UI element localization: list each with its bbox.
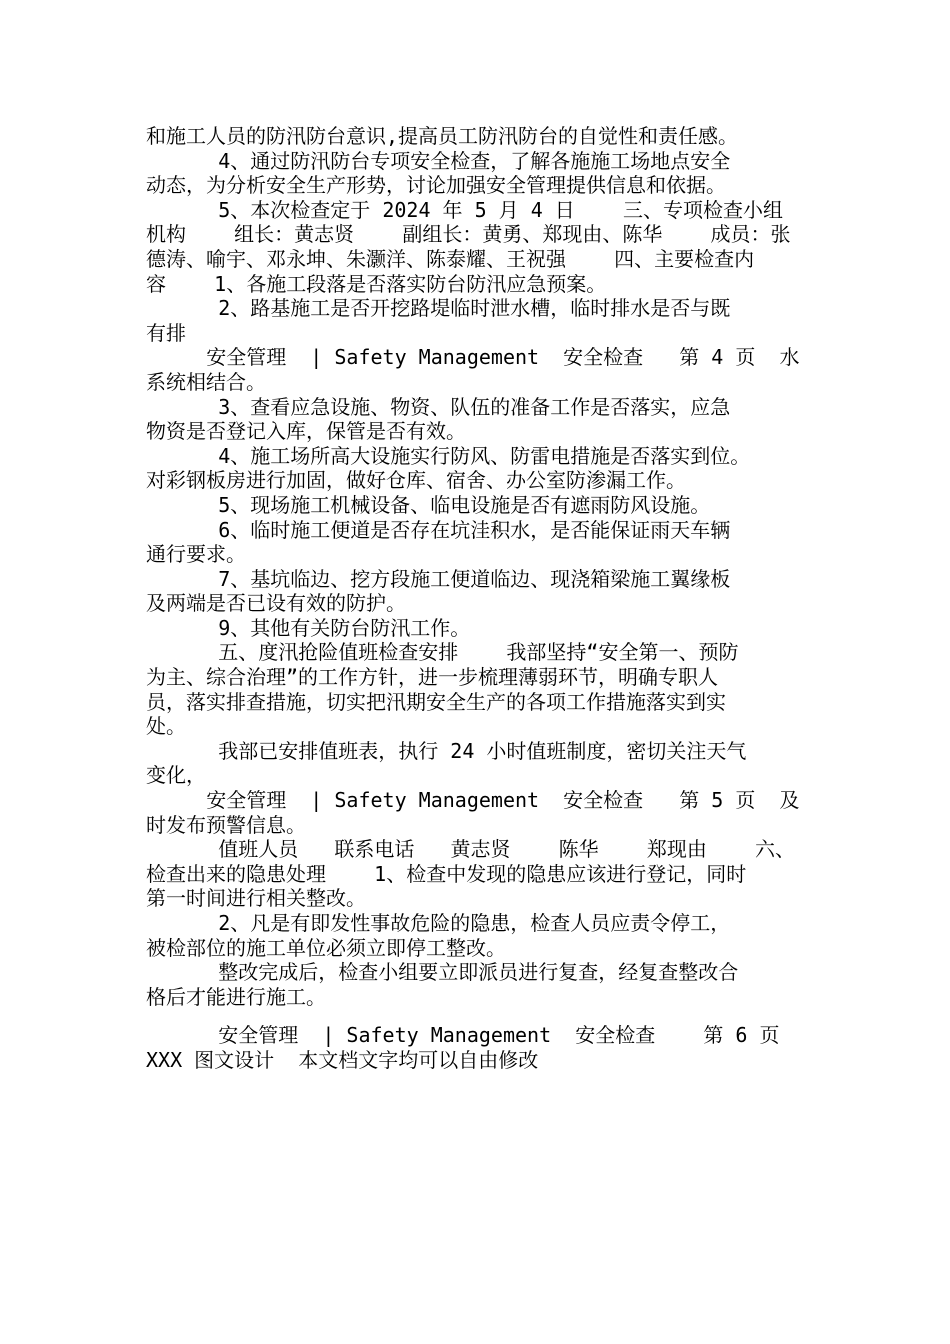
text-line: 2、凡是有即发性事故危险的隐患，检查人员应责令停工， xyxy=(146,911,731,935)
text-line: 7、基坑临边、挖方段施工便道临边、现浇箱梁施工翼缘板 xyxy=(146,566,731,591)
text-line: 容 1、各施工段落是否落实防台防汛应急预案。 xyxy=(146,271,607,296)
text-line: 动态，为分析安全生产形势，讨论加强安全管理提供信息和依据。 xyxy=(146,173,726,198)
text-line: 和施工人员的防汛防台意识,提高员工防汛防台的自觉性和责任感。 xyxy=(146,124,739,148)
text-line: 2、路基施工是否开挖路堤临时泄水槽，临时排水是否与既 xyxy=(146,296,731,321)
text-line: 值班人员 联系电话 黄志贤 陈华 郑现由 六、 xyxy=(146,837,795,862)
text-line: 4、施工场所高大设施实行防风、防雷电措施是否落实到位。 xyxy=(146,443,751,468)
text-line: 6、临时施工便道是否存在坑洼积水，是否能保证雨天车辆 xyxy=(146,517,731,542)
text-line: 处。 xyxy=(146,714,186,739)
text-line: 物资是否登记入库，保管是否有效。 xyxy=(146,419,466,444)
text-line: 有排 xyxy=(146,320,186,345)
text-line: 格后才能进行施工。 xyxy=(146,984,326,1009)
page-footer-note: XXX 图文设计 本文档文字均可以自由修改 xyxy=(146,1047,539,1072)
text-line: 员，落实排查措施，切实把汛期安全生产的各项工作措施落实到实 xyxy=(146,689,726,714)
text-line: 4、通过防汛防台专项安全检查，了解各施施工场地点安全 xyxy=(146,148,731,173)
text-line: 五、度汛抢险值班检查安排 我部坚持“安全第一、预防 xyxy=(146,640,739,665)
text-line: 检查出来的隐患处理 1、检查中发现的隐患应该进行登记，同时 xyxy=(146,861,747,886)
text-line: 德涛、喻宇、邓永坤、朱灏洋、陈泰耀、王祝强 四、主要检查内 xyxy=(146,246,755,271)
text-line: 通行要求。 xyxy=(146,542,246,567)
text-line: 变化， xyxy=(146,763,206,788)
page-footer-label: 安全管理 | Safety Management 安全检查 第 6 页 xyxy=(146,1023,780,1048)
text-line: 被检部位的施工单位必须立即停工整改。 xyxy=(146,935,506,960)
text-line: 我部已安排值班表，执行 24 小时值班制度，密切关注天气 xyxy=(146,738,747,763)
text-line: 9、其他有关防台防汛工作。 xyxy=(146,615,471,640)
page-header-line: 安全管理 | Safety Management 安全检查 第 5 页 及 xyxy=(146,788,800,813)
spacer xyxy=(146,1009,810,1023)
page-header-line: 安全管理 | Safety Management 安全检查 第 4 页 水 xyxy=(146,345,800,370)
text-line: 对彩钢板房进行加固，做好仓库、宿舍、办公室防渗漏工作。 xyxy=(146,468,686,493)
text-line: 为主、综合治理”的工作方针，进一步梳理薄弱环节，明确专职人 xyxy=(146,665,719,690)
text-line: 系统相结合。 xyxy=(146,369,266,394)
text-line: 5、本次检查定于 2024 年 5 月 4 日 三、专项检查小组 xyxy=(146,197,783,222)
document-page xyxy=(146,124,810,1073)
text-line: 整改完成后，检查小组要立即派员进行复查，经复查整改合 xyxy=(146,960,739,985)
text-line: 机构 组长：黄志贤 副组长：黄勇、郑现由、陈华 成员：张 xyxy=(146,222,791,247)
text-line: 3、查看应急设施、物资、队伍的准备工作是否落实，应急 xyxy=(146,394,731,419)
text-line: 及两端是否已设有效的防护。 xyxy=(146,591,406,616)
text-line: 第一时间进行相关整改。 xyxy=(146,886,366,911)
text-line: 5、现场施工机械设备、临电设施是否有遮雨防风设施。 xyxy=(146,492,711,517)
text-line: 时发布预警信息。 xyxy=(146,812,306,837)
